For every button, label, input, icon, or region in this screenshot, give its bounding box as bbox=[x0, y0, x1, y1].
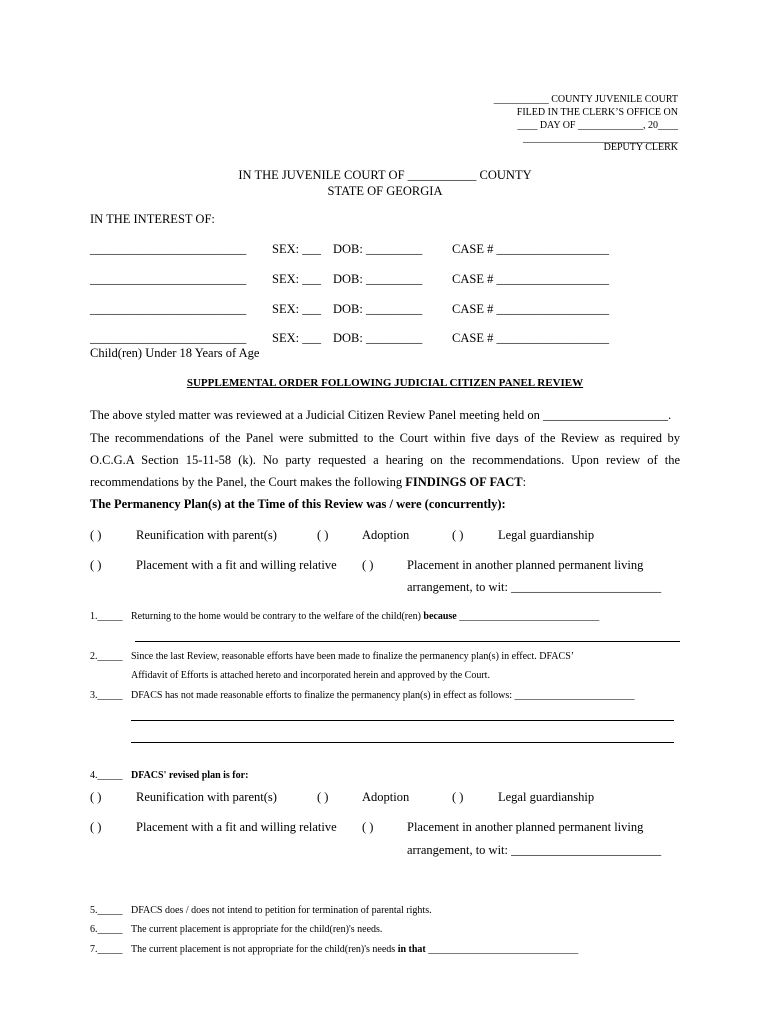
item-1-text bbox=[131, 611, 599, 622]
court-state: STATE OF GEORGIA bbox=[327, 184, 443, 198]
item-1-number[interactable]: 1._____ bbox=[90, 611, 123, 622]
option-appla-wit[interactable]: arrangement, to wit: ________________________ bbox=[407, 580, 662, 594]
child-dob-field[interactable]: DOB: _________ bbox=[333, 272, 423, 286]
option-revised-adoption: Adoption bbox=[362, 790, 410, 804]
option-guardianship: Legal guardianship bbox=[498, 528, 595, 542]
item-6-number[interactable]: 6._____ bbox=[90, 924, 123, 935]
child-sex-field[interactable]: SEX: ___ bbox=[272, 272, 321, 286]
checkbox-revised-adoption[interactable]: ( ) bbox=[317, 790, 329, 804]
child-sex-field[interactable]: SEX: ___ bbox=[272, 302, 321, 316]
item-5-number[interactable]: 5._____ bbox=[90, 905, 123, 916]
child-name-blank[interactable]: _________________________ bbox=[90, 272, 247, 286]
item-7-blank[interactable]: ______________________________ bbox=[425, 944, 579, 955]
item-3-line-2[interactable] bbox=[131, 742, 674, 743]
option-revised-appla: Placement in another planned permanent living bbox=[407, 820, 644, 834]
body-line-4 bbox=[90, 475, 526, 490]
option-relative: Placement with a fit and willing relative bbox=[136, 558, 337, 572]
item-1-because: because bbox=[423, 611, 457, 622]
body-line-2: The recommendations of the Panel were submitted to the Court within five days of the Review as required by bbox=[90, 431, 680, 445]
child-sex-field[interactable]: SEX: ___ bbox=[272, 242, 321, 256]
item-5-text: DFACS does / does not intend to petition for termination of parental rights. bbox=[131, 905, 432, 916]
item-3-line-1[interactable] bbox=[131, 720, 674, 721]
item-7-number[interactable]: 7._____ bbox=[90, 944, 123, 955]
checkbox-reunification[interactable]: ( ) bbox=[90, 528, 102, 542]
option-revised-reunification: Reunification with parent(s) bbox=[136, 790, 277, 804]
header-date-line: ____ DAY OF _____________, 20____ bbox=[517, 120, 678, 131]
order-title: SUPPLEMENTAL ORDER FOLLOWING JUDICIAL CITIZEN PANEL REVIEW bbox=[186, 377, 584, 389]
plan-heading: The Permanency Plan(s) at the Time of this Review was / were (concurrently): bbox=[90, 497, 506, 511]
header-signature-line: _______________________________ bbox=[523, 133, 678, 144]
option-revised-relative: Placement with a fit and willing relative bbox=[136, 820, 337, 834]
option-reunification: Reunification with parent(s) bbox=[136, 528, 277, 542]
checkbox-revised-appla[interactable]: ( ) bbox=[362, 820, 374, 834]
option-adoption: Adoption bbox=[362, 528, 410, 542]
item-7-label: The current placement is not appropriate for the child(ren)'s needs bbox=[131, 944, 398, 955]
child-case-field[interactable]: CASE # __________________ bbox=[452, 242, 609, 256]
header-filed-line: FILED IN THE CLERK’S OFFICE ON bbox=[516, 107, 678, 118]
item-1-blank[interactable]: ____________________________ bbox=[456, 611, 600, 622]
body-line-4-text: recommendations by the Panel, the Court makes the following bbox=[90, 475, 406, 489]
child-sex-field[interactable]: SEX: ___ bbox=[272, 331, 321, 345]
item-4-number[interactable]: 4._____ bbox=[90, 770, 123, 781]
interest-label: IN THE INTEREST OF: bbox=[90, 212, 215, 226]
item-2-number[interactable]: 2._____ bbox=[90, 651, 123, 662]
body-line-4-colon: : bbox=[522, 475, 527, 489]
option-appla: Placement in another planned permanent living bbox=[407, 558, 644, 572]
court-title: IN THE JUVENILE COURT OF ___________ COUNTY bbox=[238, 168, 532, 182]
child-name-blank[interactable]: _________________________ bbox=[90, 242, 247, 256]
header-county-court: ___________ COUNTY JUVENILE COURT bbox=[493, 94, 678, 105]
child-dob-field[interactable]: DOB: _________ bbox=[333, 302, 423, 316]
child-name-blank[interactable]: _________________________ bbox=[90, 302, 247, 316]
option-revised-appla-wit[interactable]: arrangement, to wit: ________________________ bbox=[407, 843, 662, 857]
item-1-label: Returning to the home would be contrary to the welfare of the child(ren) bbox=[131, 611, 424, 622]
checkbox-appla[interactable]: ( ) bbox=[362, 558, 374, 572]
checkbox-relative[interactable]: ( ) bbox=[90, 558, 102, 572]
item-2-text: Since the last Review, reasonable efforts have been made to finalize the permanency plan(s) in effect. DFACS’ bbox=[131, 651, 575, 662]
item-7-text bbox=[131, 944, 578, 955]
child-case-field[interactable]: CASE # __________________ bbox=[452, 331, 609, 345]
child-dob-field[interactable]: DOB: _________ bbox=[333, 331, 423, 345]
item-7-in-that: in that bbox=[397, 944, 426, 955]
item-1-continuation-line[interactable] bbox=[135, 641, 680, 642]
item-4-heading: DFACS' revised plan is for: bbox=[131, 770, 249, 781]
item-3-number[interactable]: 3._____ bbox=[90, 690, 123, 701]
option-revised-guardianship: Legal guardianship bbox=[498, 790, 595, 804]
findings-of-fact: FINDINGS OF FACT bbox=[405, 475, 523, 489]
item-6-text: The current placement is appropriate for the child(ren)'s needs. bbox=[131, 924, 383, 935]
checkbox-revised-guardianship[interactable]: ( ) bbox=[452, 790, 464, 804]
child-name-blank[interactable]: _________________________ bbox=[90, 331, 247, 345]
checkbox-adoption[interactable]: ( ) bbox=[317, 528, 329, 542]
children-caption: Child(ren) Under 18 Years of Age bbox=[90, 346, 260, 360]
child-dob-field[interactable]: DOB: _________ bbox=[333, 242, 423, 256]
body-line-1: The above styled matter was reviewed at a Judicial Citizen Review Panel meeting held on ____________________. bbox=[90, 408, 672, 422]
checkbox-revised-relative[interactable]: ( ) bbox=[90, 820, 102, 834]
checkbox-guardianship[interactable]: ( ) bbox=[452, 528, 464, 542]
checkbox-revised-reunification[interactable]: ( ) bbox=[90, 790, 102, 804]
child-case-field[interactable]: CASE # __________________ bbox=[452, 272, 609, 286]
item-3-text: DFACS has not made reasonable efforts to finalize the permanency plan(s) in effect as follows: ________________________ bbox=[131, 690, 635, 701]
item-2-text-cont: Affidavit of Efforts is attached hereto and incorporated herein and approved by the Court. bbox=[131, 670, 490, 681]
child-case-field[interactable]: CASE # __________________ bbox=[452, 302, 609, 316]
body-line-3: O.C.G.A Section 15-11-58 (k). No party requested a hearing on the recommendations. Upon review of the bbox=[90, 453, 680, 467]
header-deputy-clerk: DEPUTY CLERK bbox=[603, 142, 678, 153]
